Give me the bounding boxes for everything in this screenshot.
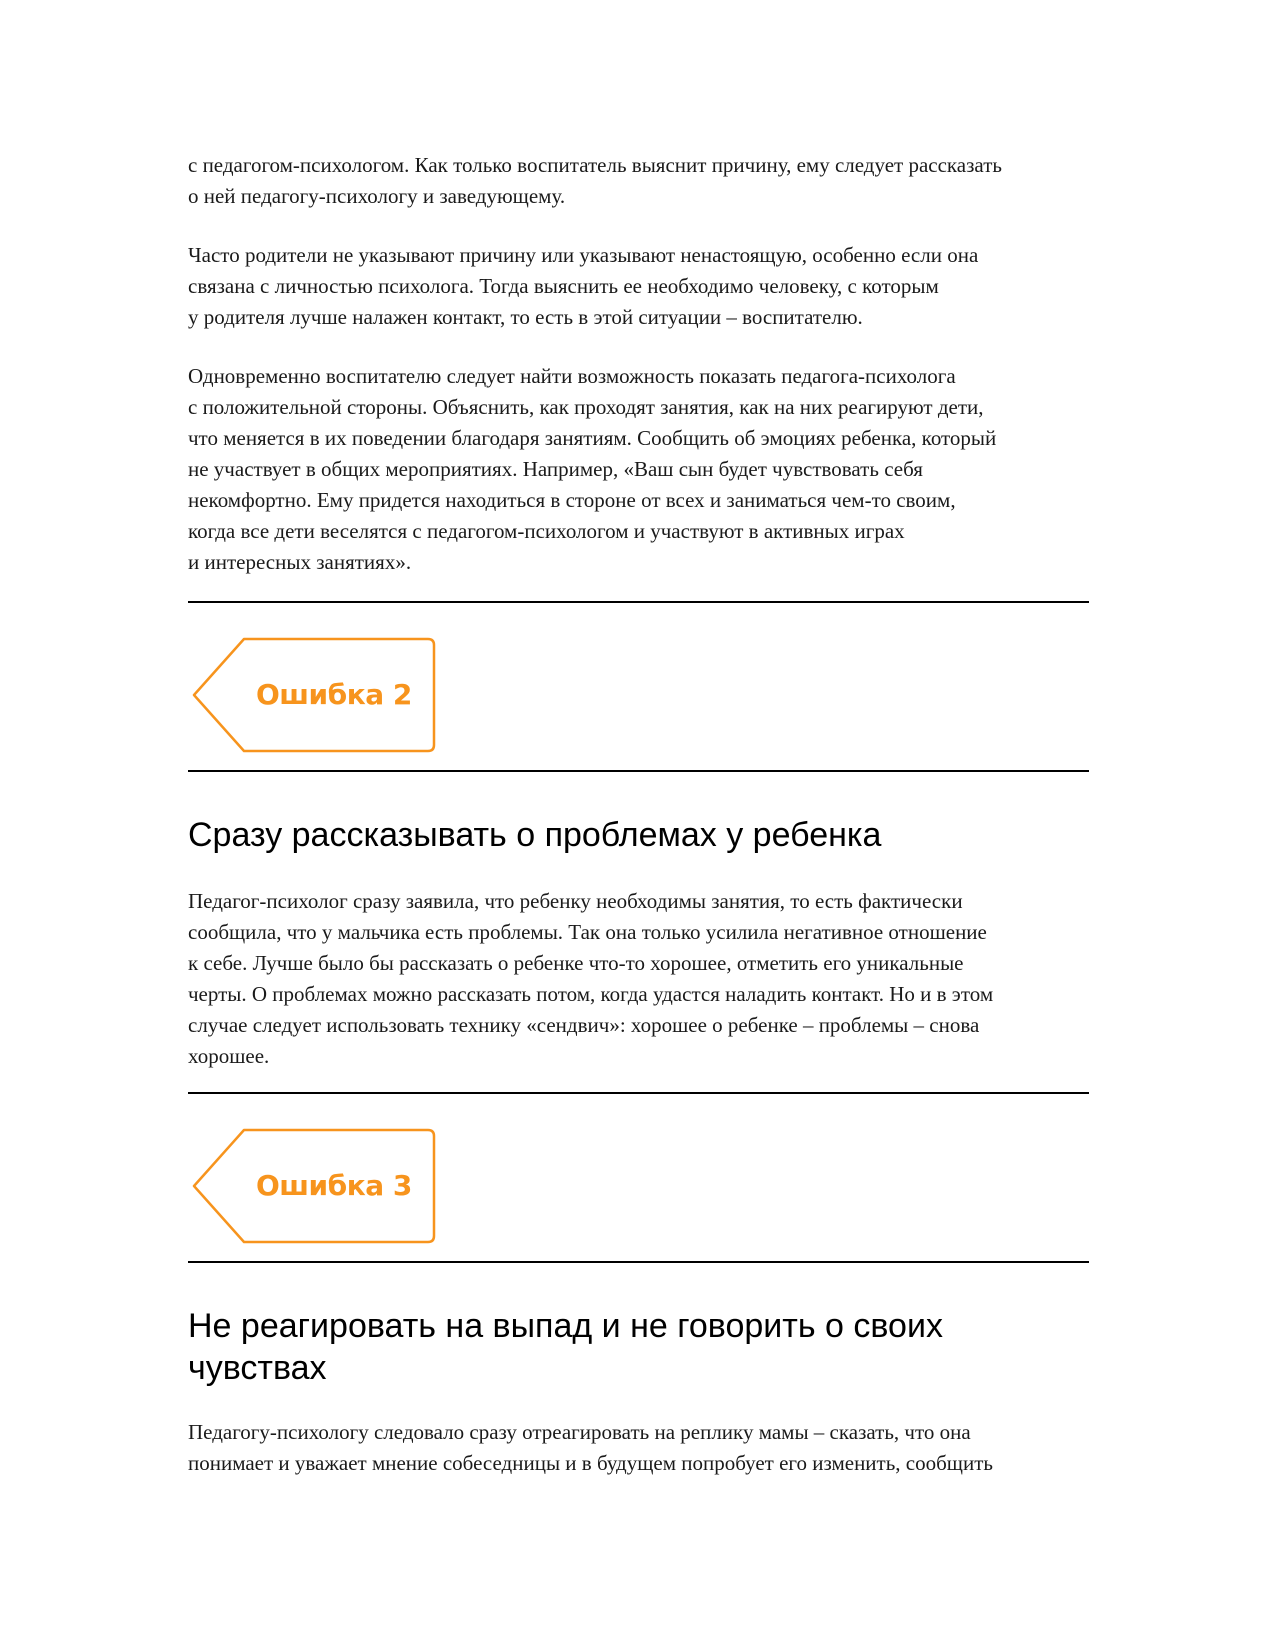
- text-line: когда все дети веселятся с педагогом-психологом и участвуют в активных играх: [188, 519, 905, 543]
- paragraph-mistake-2: [188, 886, 1108, 1072]
- divider-line: [188, 1261, 1089, 1263]
- text-line: понимает и уважает мнение собеседницы и в будущем попробует его изменить, сообщить: [188, 1451, 993, 1475]
- text-line: у родителя лучше налажен контакт, то есть в этой ситуации – воспитателю.: [188, 305, 863, 329]
- paragraph-intro: [188, 150, 1108, 212]
- text-line: к себе. Лучше было бы рассказать о ребенке что-то хорошее, отметить его уникальные: [188, 951, 964, 975]
- mistake-2-tag: [188, 637, 438, 753]
- text-line: и интересных занятиях».: [188, 550, 412, 574]
- text-line: не участвует в общих мероприятиях. Например, «Ваш сын будет чувствовать себя: [188, 457, 923, 481]
- paragraph-simultaneously: [188, 361, 1108, 578]
- divider-line: [188, 601, 1089, 603]
- text-line: связана с личностью психолога. Тогда выяснить ее необходимо человеку, с которым: [188, 274, 939, 298]
- heading-line: Сразу рассказывать о проблемах у ребенка: [188, 816, 882, 854]
- mistake-2-label: Ошибка 2: [256, 678, 412, 711]
- text-line: Часто родители не указывают причину или указывают ненастоящую, особенно если она: [188, 243, 979, 267]
- heading-line: Не реагировать на выпад и не говорить о своих: [188, 1307, 943, 1345]
- text-line: хорошее.: [188, 1044, 270, 1068]
- text-line: что меняется в их поведении благодаря занятиям. Сообщить об эмоциях ребенка, который: [188, 426, 997, 450]
- text-line: Педагог-психолог сразу заявила, что ребенку необходимы занятия, то есть фактически: [188, 889, 963, 913]
- text-line: о ней педагогу-психологу и заведующему.: [188, 184, 566, 208]
- mistake-3-label: Ошибка 3: [256, 1169, 412, 1202]
- heading-mistake-3: [188, 1305, 1088, 1389]
- heading-mistake-2: [188, 814, 1088, 856]
- paragraph-mistake-3: [188, 1417, 1108, 1479]
- paragraph-reason: [188, 240, 1108, 333]
- heading-line: чувствах: [188, 1349, 327, 1387]
- text-line: Одновременно воспитателю следует найти возможность показать педагога-психолога: [188, 364, 956, 388]
- text-line: с педагогом-психологом. Как только воспитатель выяснит причину, ему следует рассказать: [188, 153, 1002, 177]
- text-line: некомфортно. Ему придется находиться в стороне от всех и заниматься чем-то своим,: [188, 488, 956, 512]
- text-line: черты. О проблемах можно рассказать потом, когда удастся наладить контакт. Но и в этом: [188, 982, 994, 1006]
- text-line: сообщила, что у мальчика есть проблемы. Так она только усилила негативное отношение: [188, 920, 987, 944]
- mistake-3-tag: [188, 1128, 438, 1244]
- divider-line: [188, 1092, 1089, 1094]
- divider-line: [188, 770, 1089, 772]
- text-line: Педагогу-психологу следовало сразу отреагировать на реплику мамы – сказать, что она: [188, 1420, 971, 1444]
- text-line: случае следует использовать технику «сендвич»: хорошее о ребенке – проблемы – снова: [188, 1013, 980, 1037]
- text-line: с положительной стороны. Объяснить, как проходят занятия, как на них реагируют дети,: [188, 395, 984, 419]
